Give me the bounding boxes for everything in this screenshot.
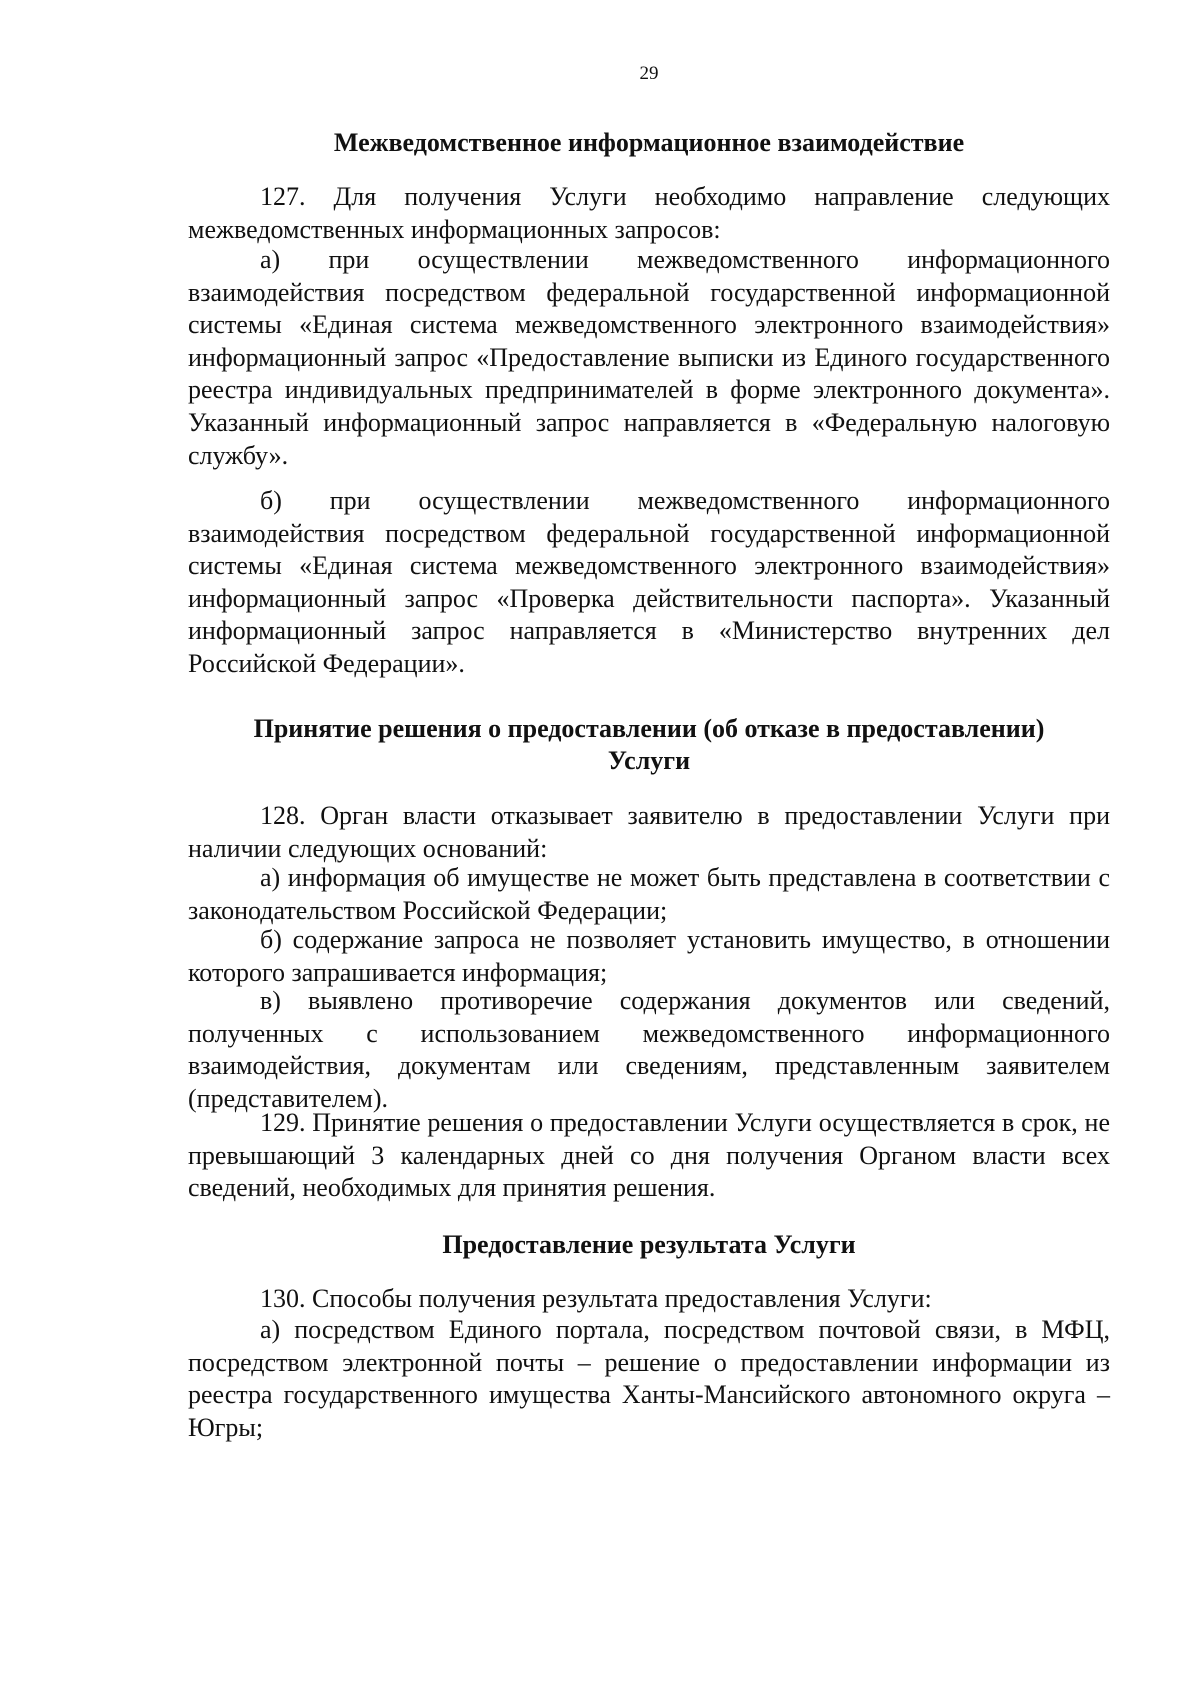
paragraph-130: 130. Способы получения результата предоставления Услуги: — [260, 1284, 932, 1313]
section-heading-decision-line2: Услуги — [607, 746, 691, 775]
section-heading-result: Предоставление результата Услуги — [442, 1230, 856, 1259]
paragraph-128: 128. Орган власти отказывает заявителю в предоставлении Услуги при наличии следующих оснований: — [188, 801, 1110, 863]
section-heading-decision-line1: Принятие решения о предоставлении (об отказе в предоставлении) — [253, 714, 1045, 743]
paragraph-127-a: а) при осуществлении межведомственного информационного взаимодействия посредством федеральной государственной информационной системы «Единая система межведомственного электронного взаимодействия» информационный запрос «Предоставление выписки из Единого государственного реестра индивидуальных предпринимателей в форме электронного документа». Указанный информационный запрос направляется в «Федеральную налоговую службу». — [188, 245, 1110, 470]
paragraph-128-b: б) содержание запроса не позволяет установить имущество, в отношении которого запрашивается информация; — [188, 925, 1110, 987]
paragraph-128-v: в) выявлено противоречие содержания документов или сведений, полученных с использованием межведомственного информационного взаимодействия, документам или сведениям, представленным заявителем (представителем). — [188, 986, 1110, 1113]
paragraph-129: 129. Принятие решения о предоставлении Услуги осуществляется в срок, не превышающий 3 календарных дней со дня получения Органом власти всех сведений, необходимых для принятия решения. — [188, 1108, 1110, 1203]
paragraph-127-b: б) при осуществлении межведомственного информационного взаимодействия посредством федеральной государственной информационной системы «Единая система межведомственного электронного взаимодействия» информационный запрос «Проверка действительности паспорта». Указанный информационный запрос направляется в «Министерство внутренних дел Российской Федерации». — [188, 486, 1110, 678]
paragraph-130-a: а) посредством Единого портала, посредством почтовой связи, в МФЦ, посредством электронной почты – решение о предоставлении информации из реестра государственного имущества Ханты-Мансийского автономного округа – Югры; — [188, 1315, 1110, 1442]
paragraph-128-a: а) информация об имуществе не может быть представлена в соответствии с законодательством Российской Федерации; — [188, 863, 1110, 925]
page-number: 29 — [639, 63, 659, 84]
paragraph-127: 127. Для получения Услуги необходимо направление следующих межведомственных информационных запросов: — [188, 182, 1110, 244]
section-heading-interagency: Межведомственное информационное взаимодействие — [333, 128, 965, 157]
